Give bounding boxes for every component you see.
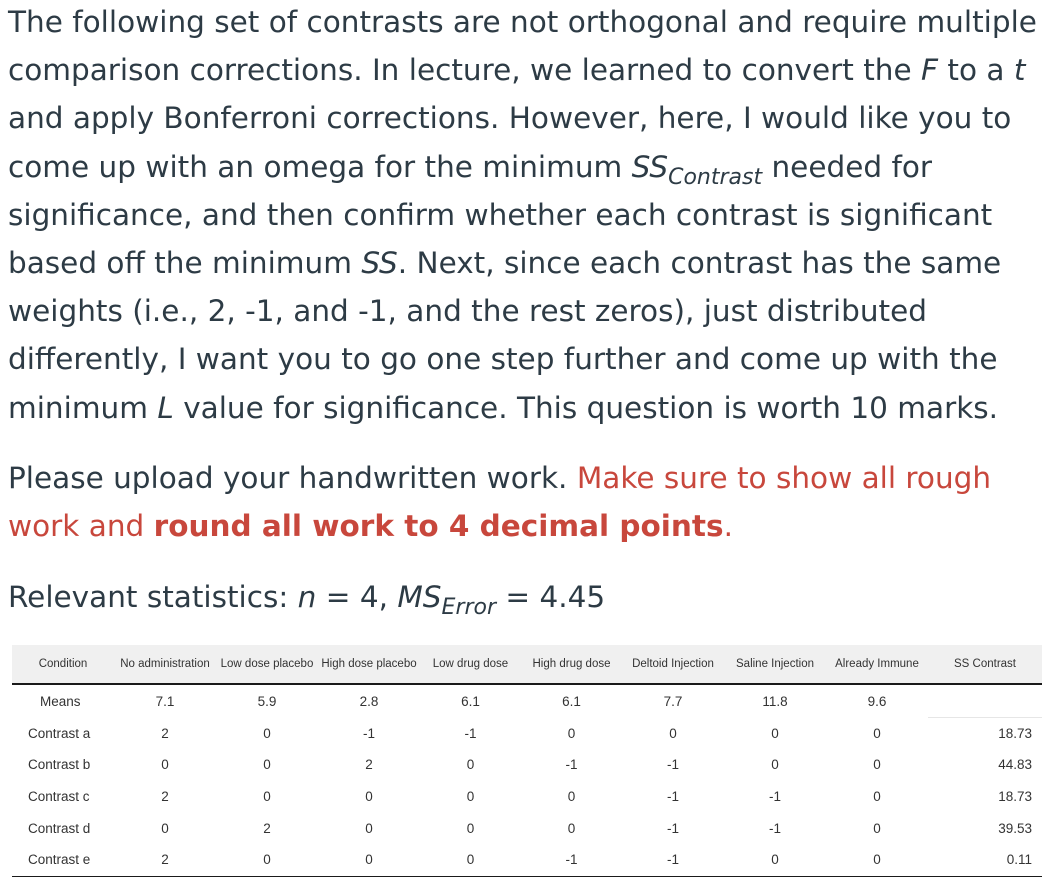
- question-text-part: . Next, since each contrast has the same weights (i.e., 2, -1, and -1, and the rest zeros), just distributed differently, I want you to go one step further and come up with the minimum: [8, 246, 1002, 425]
- ms-symbol: MS: [397, 580, 442, 614]
- question-text: [8, 0, 1048, 432]
- table-cell: 0: [420, 844, 521, 876]
- column-header: Low drug dose: [420, 645, 521, 684]
- table-cell: 0: [466, 757, 475, 773]
- table-cell: 0: [216, 844, 318, 876]
- table-cell: 5.9: [257, 693, 277, 709]
- row-label: Contrast e: [12, 844, 114, 876]
- ss-contrast-cell: [928, 684, 1042, 717]
- ss-contrast-cell: 44.83: [998, 757, 1032, 773]
- table-cell: 0: [365, 789, 373, 805]
- table-cell: -1: [666, 757, 679, 773]
- column-header: Already Immune: [826, 645, 928, 684]
- upload-instructions: [8, 454, 1048, 550]
- table-cell: -1: [464, 725, 477, 741]
- row-label: Means: [40, 693, 81, 709]
- ss-symbol: SS: [631, 149, 669, 184]
- table-cell: 0: [318, 844, 420, 876]
- rounding-warning: round all work to 4 decimal points: [153, 509, 724, 544]
- table-row: [12, 717, 1042, 749]
- column-header: High drug dose: [521, 645, 622, 684]
- table-cell: 0: [567, 789, 576, 805]
- table-row: [12, 812, 1042, 844]
- ss-contrast-cell: 0.11: [928, 844, 1042, 876]
- table-cell: 2: [161, 789, 169, 805]
- table-cell: 0: [873, 820, 881, 836]
- question-text-part: needed for significance, and then confirm whether each contrast is significant based off the minimum: [8, 149, 993, 281]
- question-text-part: value for significance. This question is worth 10 marks.: [173, 390, 999, 425]
- ss-contrast-subscript: Contrast: [668, 164, 763, 190]
- column-header: SS Contrast: [928, 645, 1042, 684]
- table-cell: -1: [362, 725, 375, 741]
- table-cell: 2: [114, 844, 216, 876]
- t-statistic-symbol: t: [1013, 53, 1026, 88]
- row-label: Contrast a: [28, 725, 91, 741]
- relevant-statistics: [8, 573, 1048, 621]
- table-header-row: [12, 645, 1042, 684]
- table-cell: 7.1: [155, 693, 175, 709]
- row-label: Contrast d: [28, 820, 91, 836]
- stats-prefix: Relevant statistics:: [8, 580, 298, 614]
- table-cell: 9.6: [867, 693, 887, 709]
- table-cell: 0: [669, 725, 677, 741]
- table-cell: 0: [826, 844, 928, 876]
- n-value: = 4,: [316, 580, 398, 614]
- table-cell: -1: [768, 789, 781, 805]
- contrast-table: [12, 645, 1042, 877]
- ms-error-subscript: Error: [441, 595, 497, 620]
- table-cell: 2: [161, 725, 169, 741]
- ss-contrast-cell: 39.53: [998, 820, 1032, 836]
- column-header: Condition: [12, 645, 114, 684]
- column-header: Saline Injection: [724, 645, 826, 684]
- table-cell: -1: [768, 820, 781, 836]
- table-cell: 0: [365, 820, 373, 836]
- table-cell: 0: [771, 757, 779, 773]
- row-label: Contrast b: [28, 757, 91, 773]
- rough-work-warning: Make sure to show all rough work and: [8, 461, 992, 544]
- table-cell: 7.7: [663, 693, 683, 709]
- table-cell: 0: [873, 789, 881, 805]
- table-row: [12, 749, 1042, 781]
- table-row: [12, 844, 1042, 876]
- table-cell: 0: [466, 820, 475, 836]
- table-cell: 2: [365, 757, 373, 773]
- table-row: [12, 684, 1042, 717]
- table-cell: -1: [565, 757, 578, 773]
- table-cell: -1: [622, 844, 724, 876]
- table-cell: 0: [771, 725, 779, 741]
- ms-error-value: = 4.45: [496, 580, 606, 614]
- table-cell: 0: [263, 725, 271, 741]
- column-header: Deltoid Injection: [622, 645, 724, 684]
- table-cell: 0: [161, 757, 169, 773]
- table-cell: -1: [521, 844, 622, 876]
- table-cell: 0: [724, 844, 826, 876]
- rounding-warning-end: .: [723, 509, 733, 544]
- table-cell: 0: [873, 725, 881, 741]
- ss-symbol: SS: [361, 246, 398, 281]
- f-statistic-symbol: F: [921, 53, 938, 88]
- table-cell: 0: [263, 789, 271, 805]
- table-cell: 0: [263, 757, 271, 773]
- table-cell: 2.8: [359, 693, 379, 709]
- table-cell: 2: [263, 820, 271, 836]
- table-cell: 0: [567, 725, 576, 741]
- table-cell: 11.8: [762, 693, 788, 709]
- question-text-part: to a: [938, 53, 1014, 88]
- table-cell: 0: [567, 820, 576, 836]
- question-text-part: and apply Bonferroni corrections. However, here, I would like you to come up with an omega for the minimum: [8, 101, 1012, 184]
- table-cell: 6.1: [562, 693, 581, 709]
- ss-contrast-cell: 18.73: [998, 725, 1032, 741]
- table-row: [12, 781, 1042, 813]
- upload-instruction-text: Please upload your handwritten work.: [8, 461, 577, 495]
- n-symbol: n: [297, 580, 317, 614]
- column-header: Low dose placebo: [216, 645, 318, 684]
- table-cell: -1: [666, 789, 679, 805]
- question-text-part: The following set of contrasts are not orthogonal and require multiple comparison corrections. In lecture, we learned to convert the: [8, 5, 1037, 88]
- ss-contrast-cell: 18.73: [998, 789, 1032, 805]
- table-cell: 0: [466, 789, 475, 805]
- l-value-symbol: L: [157, 390, 174, 425]
- table-cell: -1: [666, 820, 679, 836]
- row-label: Contrast c: [28, 789, 90, 805]
- column-header: High dose placebo: [318, 645, 420, 684]
- table-cell: 6.1: [461, 693, 480, 709]
- column-header: No administration: [114, 645, 216, 684]
- table-cell: 0: [873, 757, 881, 773]
- table-cell: 0: [161, 820, 169, 836]
